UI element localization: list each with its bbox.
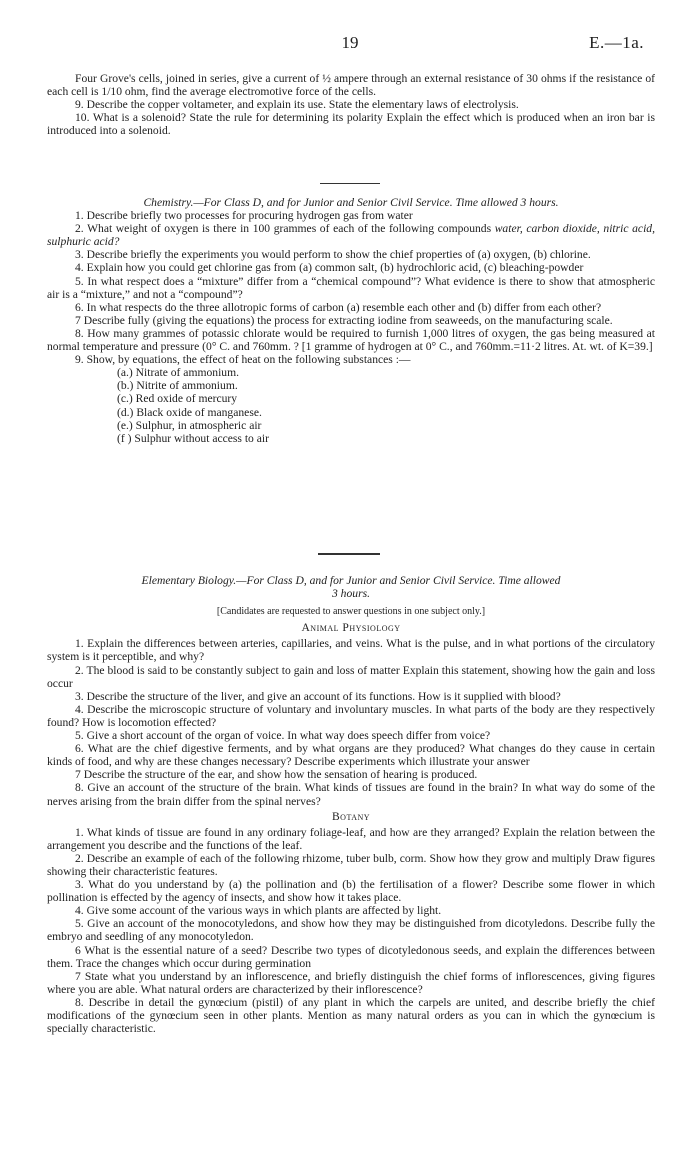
question bbox=[47, 222, 655, 248]
question: 9. Describe the copper voltameter, and explain its use. State the elementary laws of electrolysis. bbox=[75, 98, 519, 112]
question: 9. Show, by equations, the effect of heat on the following substances :— bbox=[75, 353, 411, 367]
question: 6 What is the essential nature of a seed? Describe two types of dicotyledonous seeds, and explain the differences between them. Trace the changes which occur during germination bbox=[47, 943, 655, 970]
substance-item: (f ) Sulphur without access to air bbox=[117, 431, 269, 445]
question: 8. Describe in detail the gynœcium (pistil) of any plant in which the carpels are united, and describe briefly the chief modifications of the gynœcium seen in other plants. Mention as many natural orders as you can in which the gynœcium is specially characteristic. bbox=[47, 995, 655, 1036]
question: 2. Describe an example of each of the following rhizome, tuber bulb, corm. Show how they grow and multiply Draw figures showing their characteristic features. bbox=[47, 851, 655, 878]
question: 7 Describe the structure of the ear, and show how the sensation of hearing is produced. bbox=[75, 768, 478, 782]
subsection-title: Botany bbox=[331, 809, 371, 823]
question: 7 Describe fully (giving the equations) the process for extracting iodine from seaweeds, on the manufacturing scale. bbox=[75, 313, 613, 327]
question: 7 State what you understand by an inflorescence, and briefly distinguish the chief forms of inflorescences, giving figures where you are able. What natural orders are characterized by their inflorescence? bbox=[47, 969, 655, 996]
document-reference: E.—1a. bbox=[589, 33, 644, 52]
section-heading-time: 3 hours. bbox=[331, 587, 370, 601]
section-divider bbox=[320, 183, 380, 184]
question: 4. Describe the microscopic structure of voluntary and involuntary muscles. In what parts of the body are they respectively found? How is locomotion effected? bbox=[47, 702, 655, 729]
question: 6. In what respects do the three allotropic forms of carbon (a) resemble each other and (b) differ from each other? bbox=[75, 300, 602, 314]
question: 2. The blood is said to be constantly subject to gain and loss of matter Explain this statement, showing how the gain and loss occur bbox=[47, 663, 655, 690]
question: 5. In what respect does a “mixture” differ from a “chemical compound”? What evidence is there to show that atmospheric air is a “mixture,” and not a “compound”? bbox=[47, 274, 655, 301]
section-heading: Chemistry.—For Class D, and for Junior and Senior Civil Service. Time allowed 3 hours. bbox=[143, 196, 559, 209]
compound-list: water, carbon dioxide, nitric acid, sulphuric acid? bbox=[47, 222, 655, 249]
physics-questions bbox=[47, 72, 655, 137]
question-lead: 2. What weight of oxygen is there in 100 grammes of each of the following compounds bbox=[75, 222, 495, 236]
biology-section bbox=[47, 574, 655, 1035]
question: 3. Describe briefly the experiments you would perform to show the chief properties of (a) oxygen, (b) chlorine. bbox=[75, 248, 591, 262]
question: 4. Give some account of the various ways in which plants are affected by light. bbox=[75, 904, 442, 918]
question: 8. Give an account of the structure of the brain. What kinds of tissues are found in the brain? In what way do some of the nerves arising from the brain differ from the spinal nerves? bbox=[47, 781, 655, 808]
question: Four Grove's cells, joined in series, give a current of ½ ampere through an external resistance of 30 ohms if the resistance of each cell is 1/10 ohm, find the average electromotive force of the cells. bbox=[47, 72, 655, 99]
question: 1. What kinds of tissue are found in any ordinary foliage-leaf, and how are they arranged? Explain the relation between the arrangement you describe and the functions of the leaf. bbox=[47, 825, 655, 852]
question: 3. What do you understand by (a) the pollination and (b) the fertilisation of a flower? Describe some flower in which pollination is effected by the agency of insects, and show how it takes place. bbox=[47, 878, 655, 905]
substance-item: (e.) Sulphur, in atmospheric air bbox=[117, 418, 262, 432]
subsection-title: Animal Physiology bbox=[301, 621, 401, 635]
question: 5. Give an account of the monocotyledons, and show how they may be distinguished from dicotyledons. Describe fully the embryo and seedling of any monocotyledon. bbox=[47, 917, 655, 944]
substance-item: (c.) Red oxide of mercury bbox=[117, 392, 238, 406]
section-heading: Elementary Biology.—For Class D, and for Junior and Senior Civil Service. Time allowed bbox=[141, 574, 561, 587]
substance-item: (d.) Black oxide of manganese. bbox=[117, 405, 262, 419]
question: 3. Describe the structure of the liver, and give an account of its functions. How is it supplied with blood? bbox=[75, 689, 561, 703]
question: 5. Give a short account of the organ of voice. In what way does speech differ from voice? bbox=[75, 729, 491, 743]
chemistry-section bbox=[47, 196, 655, 445]
question: 8. How many grammes of potassic chlorate would be required to furnish 1,000 litres of oxygen, the gas being measured at normal temperature and pressure (0° C. and 760mm. ? [1 gramme of hydrogen at 0° C., and 760mm.=11·2 litres. At. wt. of K=39.] bbox=[47, 326, 655, 354]
question: 1. Describe briefly two processes for procuring hydrogen gas from water bbox=[75, 209, 413, 223]
question: 10. What is a solenoid? State the rule for determining its polarity Explain the effect which is produced when an iron bar is introduced into a solenoid. bbox=[47, 111, 655, 138]
substance-item: (b.) Nitrite of ammonium. bbox=[117, 379, 238, 393]
question: 6. What are the chief digestive ferments, and by what organs are they produced? What changes do they cause in certain kinds of food, and why are these changes necessary? Describe experiments which illustrate your answer bbox=[47, 742, 655, 769]
question: 1. Explain the differences between arteries, capillaries, and veins. What is the pulse, and in what portions of the circulatory system is it perceptible, and why? bbox=[47, 637, 655, 664]
candidate-note: [Candidates are requested to answer questions in one subject only.] bbox=[216, 606, 486, 618]
section-divider bbox=[318, 553, 380, 555]
page-number: 19 bbox=[341, 33, 359, 52]
question: 4. Explain how you could get chlorine gas from (a) common salt, (b) hydrochloric acid, (c) bleaching-powder bbox=[75, 261, 584, 275]
substance-item: (a.) Nitrate of ammonium. bbox=[117, 366, 240, 380]
